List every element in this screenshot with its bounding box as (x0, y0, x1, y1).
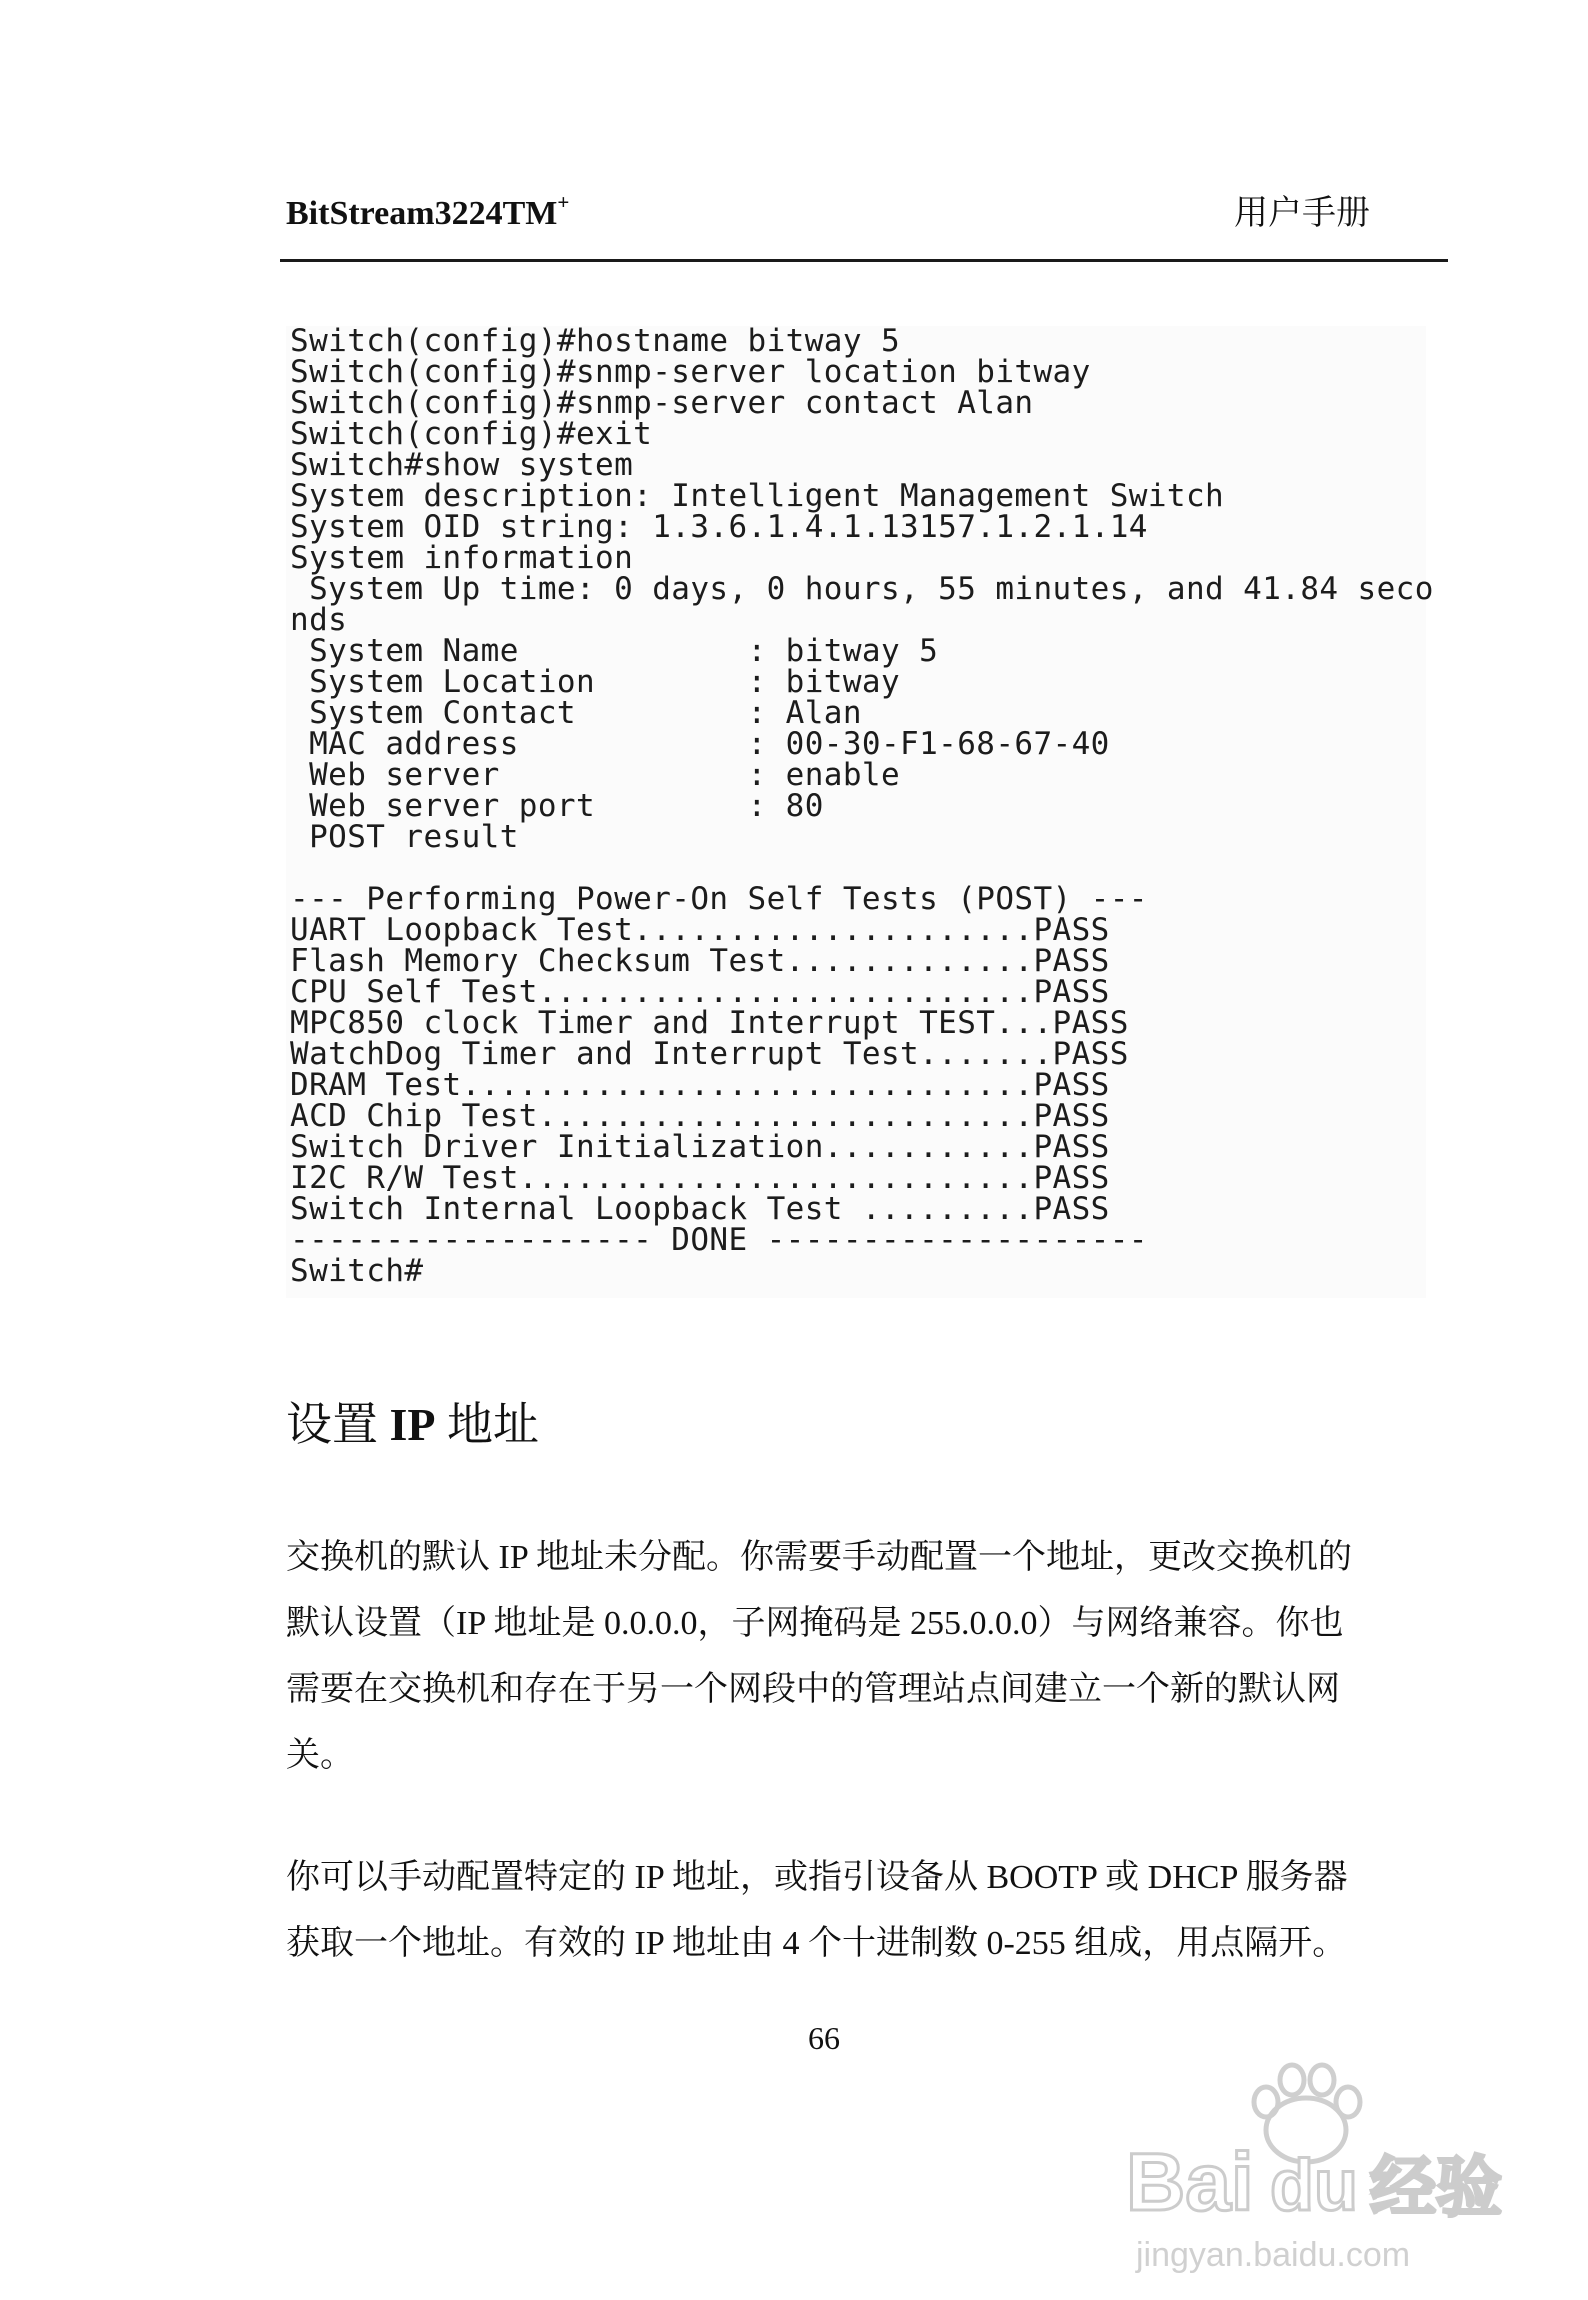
header-manual-title: 用户手册 (1234, 195, 1370, 232)
section-heading-ip: IP (389, 1399, 436, 1450)
terminal-line: UART Loopback Test.....................PASS (290, 912, 1110, 948)
baidu-jingyan-watermark (1120, 2060, 1520, 2280)
paragraph-1-line: 默认设置（IP 地址是 0.0.0.0，子网掩码是 255.0.0.0）与网络兼容。你也 (286, 1605, 1344, 1642)
terminal-screenshot (286, 323, 1434, 1298)
terminal-line: System Location : bitway (290, 664, 901, 700)
watermark-brand-latin: Bai (1126, 2137, 1254, 2228)
terminal-line: Switch#show system (290, 447, 634, 483)
terminal-line: System information (290, 540, 634, 576)
terminal-line: DRAM Test..............................PASS (290, 1067, 1110, 1103)
terminal-line: Web server : enable (290, 757, 901, 793)
watermark-url: jingyan.baidu.com (1136, 2236, 1411, 2274)
terminal-line: WatchDog Timer and Interrupt Test.......PASS (290, 1036, 1129, 1072)
terminal-line: CPU Self Test..........................PASS (290, 974, 1110, 1010)
paragraph-1-line: 关。 (286, 1737, 354, 1774)
header-product-superscript: + (557, 190, 570, 214)
terminal-line: Switch# (290, 1253, 424, 1289)
terminal-line: System OID string: 1.3.6.1.4.1.13157.1.2.1.14 (290, 509, 1148, 545)
terminal-line: POST result (290, 819, 519, 855)
terminal-line: Switch(config)#snmp-server contact Alan (290, 385, 1034, 421)
terminal-line: System Contact : Alan (290, 695, 862, 731)
paragraph-2-line: 获取一个地址。有效的 IP 地址由 4 个十进制数 0-255 组成，用点隔开。 (286, 1925, 1347, 1962)
terminal-line: ACD Chip Test..........................PASS (290, 1098, 1110, 1134)
header-product-text: BitStream3224TM (286, 195, 558, 232)
section-heading-pre: 设置 (286, 1399, 390, 1450)
terminal-line: MAC address : 00-30-F1-68-67-40 (290, 726, 1110, 762)
terminal-line: Switch(config)#hostname bitway 5 (290, 323, 901, 359)
terminal-line: MPC850 clock Timer and Interrupt TEST...PASS (290, 1005, 1129, 1041)
terminal-line: I2C R/W Test...........................PASS (290, 1160, 1110, 1196)
section-heading (286, 1392, 539, 1458)
paragraph-2-line: 你可以手动配置特定的 IP 地址，或指引设备从 BOOTP 或 DHCP 服务器 (286, 1859, 1348, 1896)
terminal-line: System Up time: 0 days, 0 hours, 55 minutes, and 41.84 seco (290, 571, 1434, 607)
header-product-name (286, 190, 569, 238)
paragraph-1-line: 交换机的默认 IP 地址未分配。你需要手动配置一个地址，更改交换机的 (286, 1539, 1352, 1576)
terminal-line: Switch Driver Initialization...........PASS (290, 1129, 1110, 1165)
watermark-brand-cn: 经验 (1370, 2149, 1502, 2226)
terminal-line: Switch Internal Loopback Test .........PASS (290, 1191, 1110, 1227)
terminal-line: --- Performing Power-On Self Tests (POST) --- (290, 881, 1148, 917)
terminal-line: System description: Intelligent Management Switch (290, 478, 1225, 514)
terminal-line: Switch(config)#snmp-server location bitway (290, 354, 1091, 390)
terminal-line: Web server port : 80 (290, 788, 824, 824)
terminal-line: Switch(config)#exit (290, 416, 653, 452)
section-heading-post: 地址 (435, 1399, 539, 1450)
header-divider (280, 259, 1448, 262)
watermark-brand-du: du (1270, 2146, 1358, 2226)
terminal-line: ------------------- DONE -------------------- (290, 1222, 1148, 1258)
terminal-line: Flash Memory Checksum Test.............PASS (290, 943, 1110, 979)
page-number: 66 (808, 2020, 840, 2056)
paragraph-1-line: 需要在交换机和存在于另一个网段中的管理站点间建立一个新的默认网 (286, 1671, 1340, 1708)
terminal-line: System Name : bitway 5 (290, 633, 939, 669)
terminal-line: nds (290, 602, 348, 638)
